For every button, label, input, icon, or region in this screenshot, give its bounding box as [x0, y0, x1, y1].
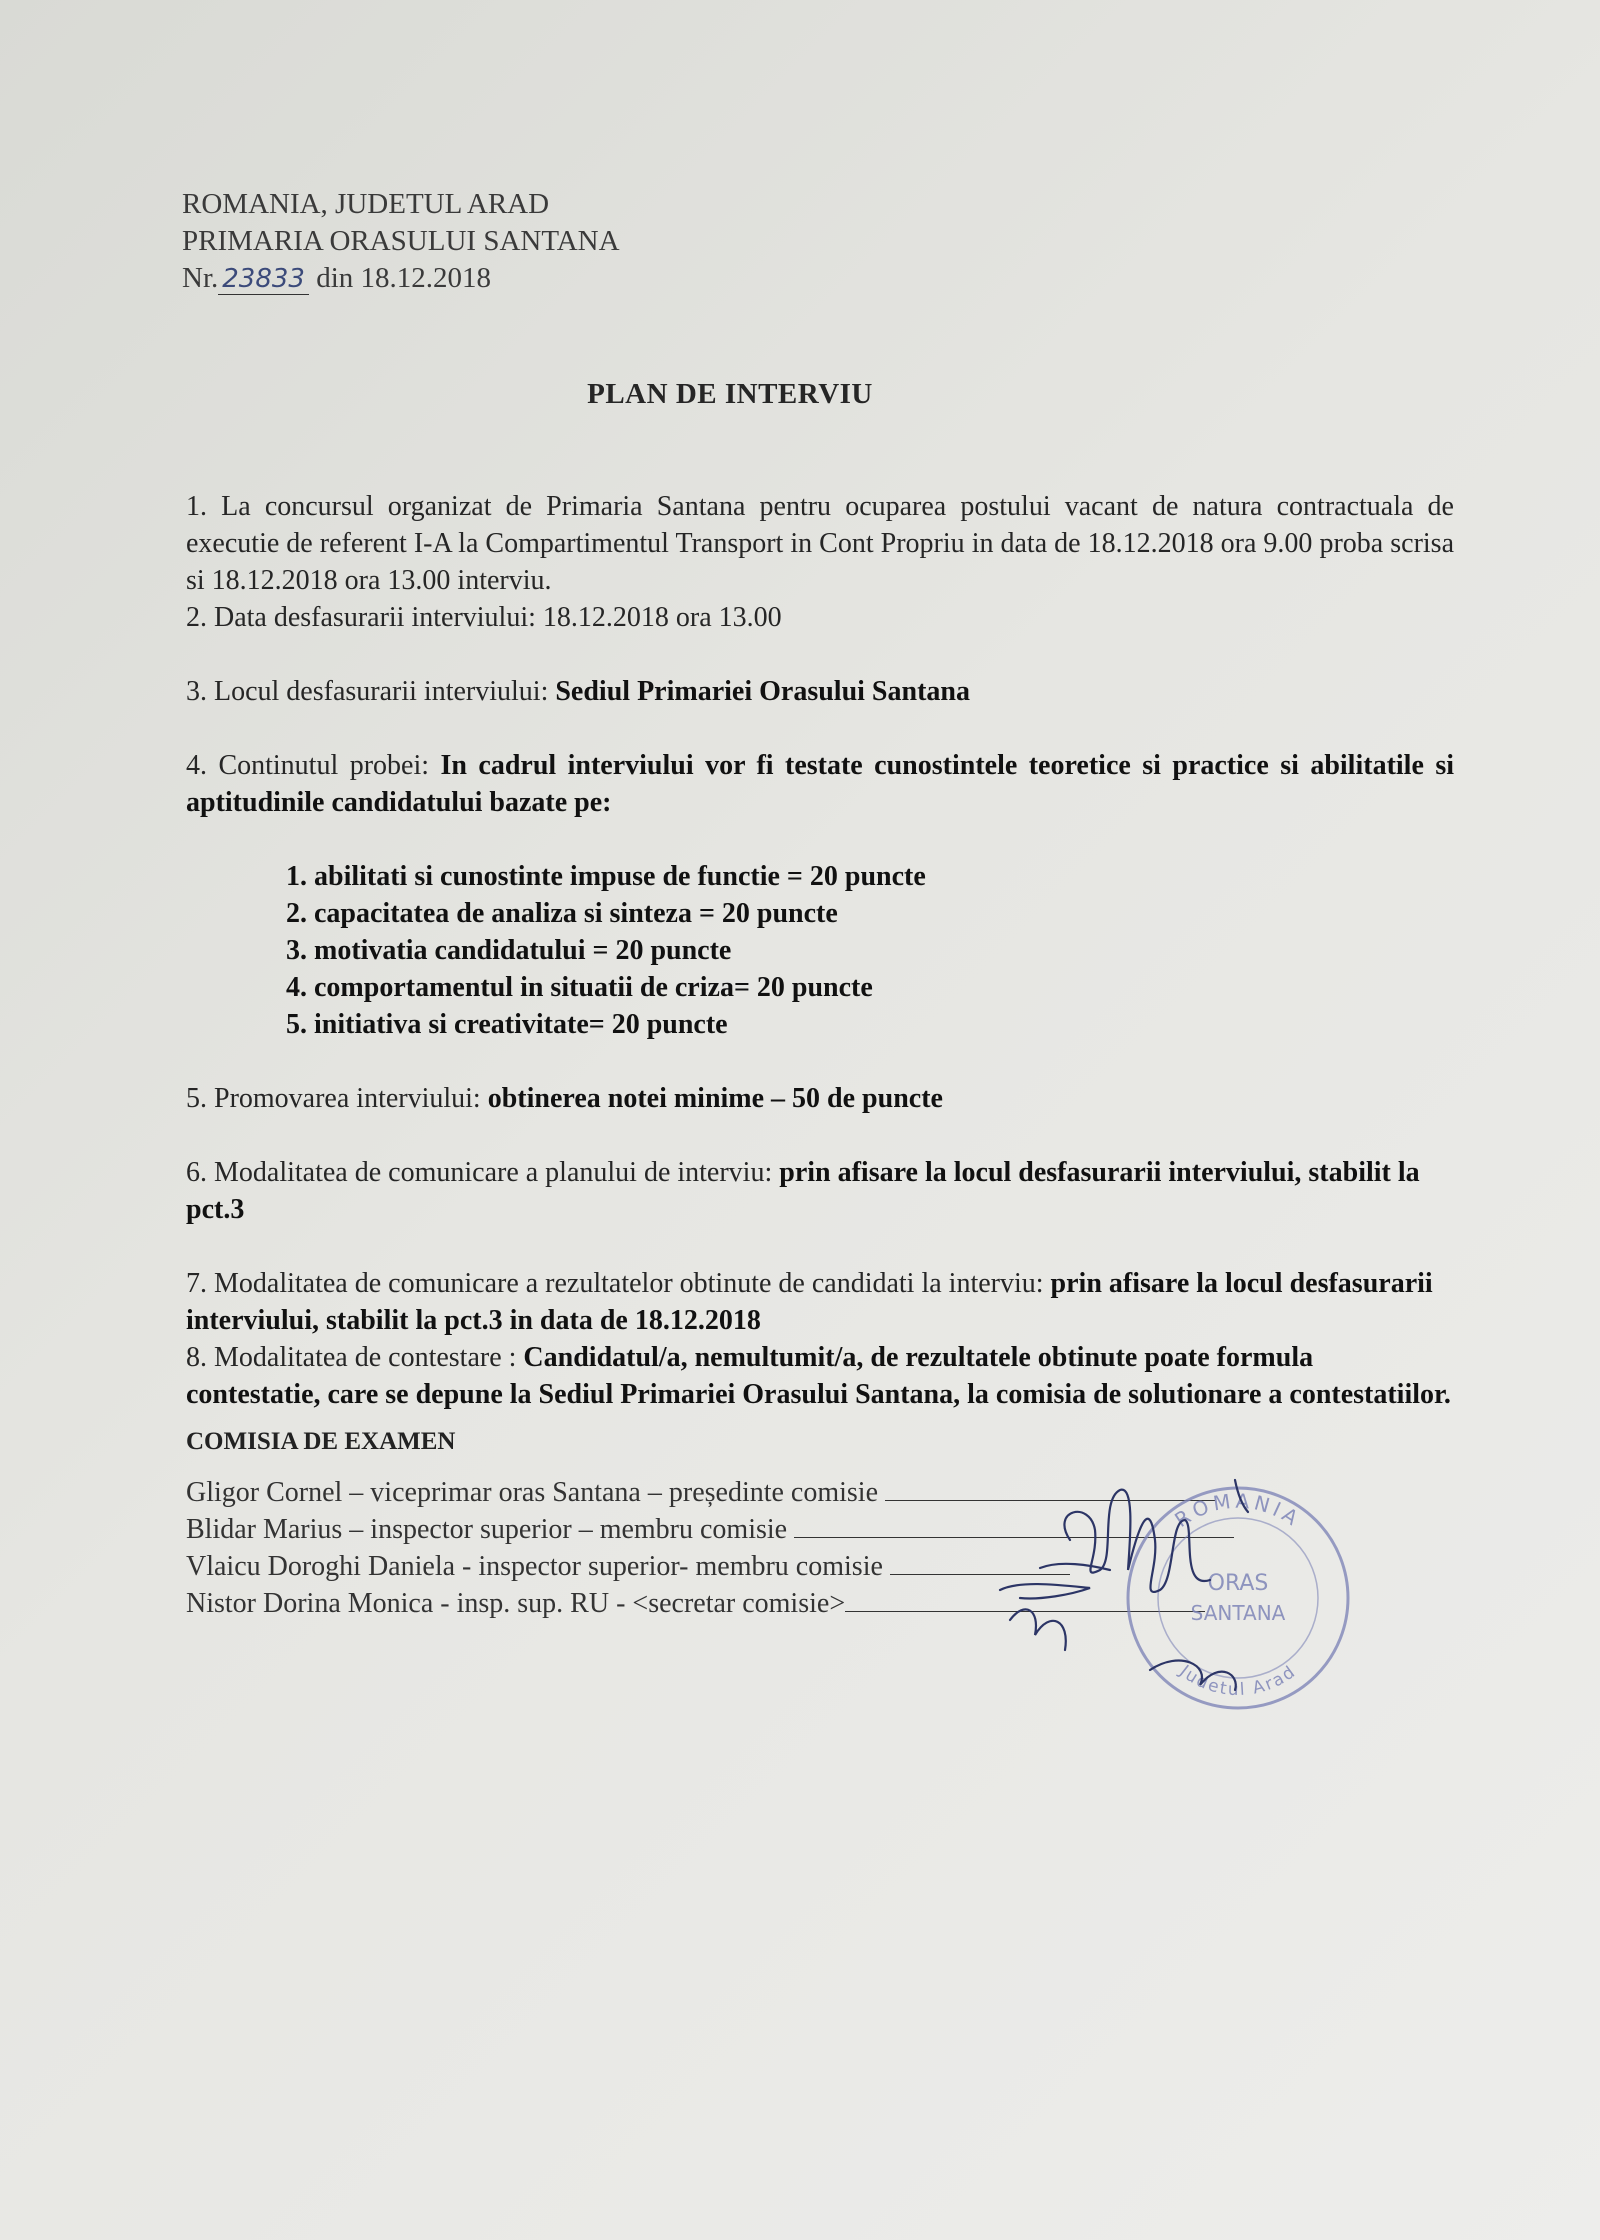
commission-member: Blidar Marius – inspector superior – membru comisie: [186, 1511, 1454, 1548]
commission-member: Vlaicu Doroghi Daniela - inspector superior- membru comisie: [186, 1548, 1454, 1585]
paragraph-5-label: 5. Promovarea interviului:: [186, 1083, 488, 1114]
svg-text:SANTANA: SANTANA: [1190, 1601, 1286, 1625]
registration-number: 23833: [218, 264, 309, 295]
paragraph-6-value: prin afisare la locul desfasurarii interviului, stabilit la pct.3: [186, 1157, 1420, 1225]
criteria-item: 5. initiativa si creativitate= 20 puncte: [286, 1009, 728, 1040]
registration-date: din 18.12.2018: [316, 262, 492, 294]
paragraph-8-value: Candidatul/a, nemultumit/a, de rezultatele obtinute poate formula contestatie, care se depune la Sediul Primariei Orasului Santana, la comisia de solutionare a contestatiilor.: [186, 1342, 1451, 1410]
paragraph-3-value: Sediul Primariei Orasului Santana: [555, 676, 970, 707]
commission-member: Nistor Dorina Monica - insp. sup. RU - <secretar comisie>: [186, 1585, 1454, 1622]
paragraph-4-value: In cadrul interviului vor fi testate cunostintele teoretice si practice si abilitatile si aptitudinile candidatului bazate pe:: [186, 750, 1455, 818]
paragraph-8: [186, 1339, 1454, 1413]
header-registration: [182, 260, 620, 298]
paragraph-7: [186, 1265, 1454, 1339]
paragraph-1: 1. La concursul organizat de Primaria Santana pentru ocuparea postului vacant de natura contractuala de executie de referent I-A la Compartimentul Transport in Cont Propriu in data de 18.12.2018 ora 9.00 proba scrisa si 18.12.2018 ora 13.00 interviu.: [186, 491, 1454, 596]
paragraph-6: [186, 1154, 1454, 1228]
paragraph-3-label: 3. Locul desfasurarii interviului:: [186, 676, 556, 707]
document-body: [186, 488, 1454, 1622]
svg-text:ORAS: ORAS: [1207, 1571, 1269, 1596]
criteria-item: 3. motivatia candidatului = 20 puncte: [286, 935, 732, 966]
criteria-item: 2. capacitatea de analiza si sinteza = 20 puncte: [286, 898, 838, 929]
commission-heading: COMISIA DE EXAMEN: [186, 1428, 456, 1455]
document-header: [182, 186, 620, 298]
paragraph-4-label: 4. Continutul probei:: [186, 750, 441, 781]
paragraph-7-label: 7. Modalitatea de comunicare a rezultatelor obtinute de candidati la interviu:: [186, 1268, 1051, 1299]
svg-text:ROMANIA: ROMANIA: [1170, 1488, 1306, 1533]
svg-text:Judetul Arad: Judetul Arad: [1175, 1661, 1301, 1701]
header-country-county: ROMANIA, JUDETUL ARAD: [182, 188, 550, 220]
registration-label: Nr.: [182, 262, 219, 294]
paragraph-4: [186, 747, 1454, 821]
document-title: PLAN DE INTERVIU: [587, 378, 873, 410]
paragraph-2: 2. Data desfasurarii interviului: 18.12.2018 ora 13.00: [186, 602, 782, 633]
header-institution: PRIMARIA ORASULUI SANTANA: [182, 225, 620, 257]
paragraph-7-value: prin afisare la locul desfasurarii interviului, stabilit la pct.3 in data de 18.12.2018: [186, 1268, 1433, 1336]
paragraph-6-label: 6. Modalitatea de comunicare a planului de interviu:: [186, 1157, 780, 1188]
paragraph-8-label: 8. Modalitatea de contestare :: [186, 1342, 524, 1373]
paragraph-5: [186, 1080, 1454, 1117]
criteria-item: 1. abilitati si cunostinte impuse de functie = 20 puncte: [286, 861, 926, 892]
signatures: [980, 1460, 1360, 1720]
commission-member: Gligor Cornel – viceprimar oras Santana – președinte comisie: [186, 1474, 1454, 1511]
paragraph-3: [186, 673, 1454, 710]
criteria-list: [286, 858, 1454, 1043]
criteria-item: 4. comportamentul in situatii de criza= 20 puncte: [286, 972, 873, 1003]
paragraph-5-value: obtinerea notei minime – 50 de puncte: [487, 1083, 943, 1114]
